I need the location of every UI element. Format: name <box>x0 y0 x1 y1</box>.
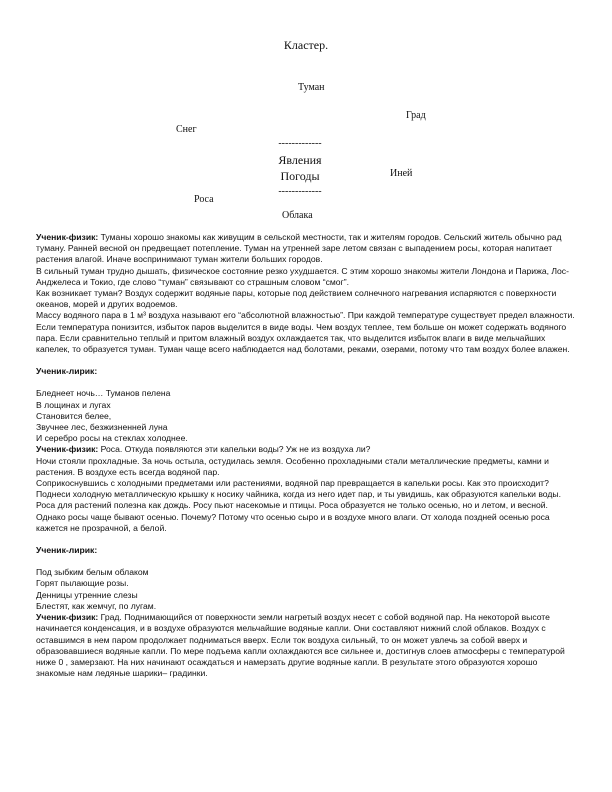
paragraph-text: Денницы утренние слезы <box>36 589 138 600</box>
cluster-word-hail: Град <box>406 110 426 121</box>
paragraph-text: Звучнее лес, безжизненней луна <box>36 422 168 433</box>
paragraph-text: Становится белее, <box>36 410 112 421</box>
paragraph <box>36 567 576 578</box>
cluster-center-line1: Явления <box>278 153 322 167</box>
paragraph-text: Бледнеет ночь… Туманов пелена <box>36 388 171 399</box>
paragraph <box>36 310 576 355</box>
paragraph-text: Как возникает туман? Воздух содержит водяные пары, которые под действием солнечного нагревания испаряются с поверхности океанов, морей и других водоемов. <box>36 288 557 310</box>
cluster-dashes-top: ------------- <box>278 138 322 149</box>
paragraph <box>36 545 576 556</box>
paragraph-gap <box>36 355 576 366</box>
speaker-label: Ученик-физик: <box>36 232 99 242</box>
speaker-label: Ученик-лирик: <box>36 545 98 556</box>
paragraph <box>36 444 576 455</box>
paragraph <box>36 433 576 444</box>
paragraph <box>36 266 576 288</box>
cluster-center-line2: Погоды <box>280 169 320 183</box>
speaker-label: Ученик-физик: <box>36 444 99 455</box>
paragraph <box>36 456 576 478</box>
paragraph-text: Град. Поднимающийся от поверхности земли нагретый воздух несет с собой водяной пар. На некоторой высоте начинается конденсация, и в воздухе образуются мельчайшие водяные капли. Они составляют нижний слой облаков. Воздух с оставшимся в нем паром продолжает подниматься вверх. Если ток воздуха сильный, то он может увлечь за собой вверх и образовавшиеся водяные капли. По мере подъема капли охлаждаются все сильнее и, достигнув слоев атмосферы с температурой ниже 0 , замерзают. На них начинают осаждаться и намерзать другие водяные капли. В результате этого образуются хорошо знакомые нам ледяные шарики– градинки. <box>36 612 565 679</box>
paragraph-text: Блестят, как жемчуг, по лугам. <box>36 600 157 611</box>
paragraph-gap <box>36 534 576 545</box>
page-title: Кластер. <box>283 38 329 52</box>
paragraph <box>36 512 576 534</box>
paragraph-text: Туманы хорошо знакомы как живущим в сельской местности, так и жителям городов. Сельский житель обычно рад туману. Ранней весной он предвещает потепление. Туман на утренней заре летом связан с выпадением росы, которая напитает растения влагой. Иначе воспринимают туман жители больших городов. <box>36 232 562 265</box>
paragraph <box>36 422 576 433</box>
paragraph <box>36 612 576 679</box>
paragraph-text: Соприкоснувшись с холодными предметами или растениями, водяной пар превращается в капельки росы. Как это происходит? Поднеси холодную металлическую крышку к носику чайника, когда из него идет пар, и ты увидишь, как образуются капельки воды. Роса для растений полезна как дождь. Росу пьют насекомые и птицы. Роса образуется не только осенью, но и летом, и весной. <box>36 478 561 511</box>
paragraph-text: Роса. Откуда появляются эти капельки воды? Уж не из воздуха ли? <box>98 444 371 455</box>
paragraph <box>36 478 576 512</box>
paragraph <box>36 578 576 589</box>
paragraph <box>36 601 576 612</box>
paragraph-text: Ночи стояли прохладные. За ночь остыла, остудилась земля. Особенно прохладными стали металлические предметы, камни и растения. В воздухе есть всегда водяной пар. <box>36 455 549 477</box>
paragraph-text: И серебро росы на стеклах холоднее. <box>36 433 188 444</box>
paragraph <box>36 288 576 310</box>
paragraph-gap <box>36 556 576 567</box>
paragraph-text: Массу водяного пара в 1 м³ воздуха называют его “абсолютной влажностью”. При каждой температуре существует предел влажности. Если температура понизится, избыток паров выделится в виде воды. Чем воздух теплее, тем больше он может содержать водяного пара. Если сравнительно теплый и притом влажный воздух охлаждается так, что выделится избыток влаги в виде мельчайших капелек, то образуется туман. Туман чаще всего наблюдается над болотами, реками, озерами, потому что там воздух более влажен. <box>36 310 575 355</box>
paragraph-text: В сильный туман трудно дышать, физическое состояние резко ухудшается. С этим хорошо знакомы жители Лондона и Парижа, Лос-Анджелеса и Токио, где слово “туман” связывают со страшным словом “смог”. <box>36 265 569 287</box>
cluster-dashes-bottom: ------------- <box>278 186 322 197</box>
cluster-center <box>250 136 350 200</box>
cluster-word-fog: Туман <box>298 82 325 93</box>
speaker-label: Ученик-физик: <box>36 612 99 623</box>
paragraph <box>36 232 576 266</box>
cluster-word-clouds: Облака <box>282 210 313 221</box>
paragraph-text: Однако росы чаще бывают осенью. Почему? Потому что осенью сыро и в воздухе много влаги. От холода поздней осенью роса кажется не прозрачной, а белой. <box>36 511 550 533</box>
body-text <box>36 232 576 679</box>
speaker-label: Ученик-лирик: <box>36 366 98 377</box>
paragraph <box>36 366 576 377</box>
paragraph <box>36 388 576 399</box>
cluster-word-dew: Роса <box>194 194 214 205</box>
paragraph <box>36 590 576 601</box>
cluster-word-frost: Иней <box>390 168 413 179</box>
paragraph-text: В лощинах и лугах <box>36 399 111 410</box>
cluster-word-snow: Снег <box>176 124 197 135</box>
paragraph-gap <box>36 377 576 388</box>
paragraph <box>36 411 576 422</box>
paragraph <box>36 400 576 411</box>
paragraph-text: Под зыбким белым облаком <box>36 567 149 578</box>
paragraph-text: Горят пылающие розы. <box>36 578 129 589</box>
